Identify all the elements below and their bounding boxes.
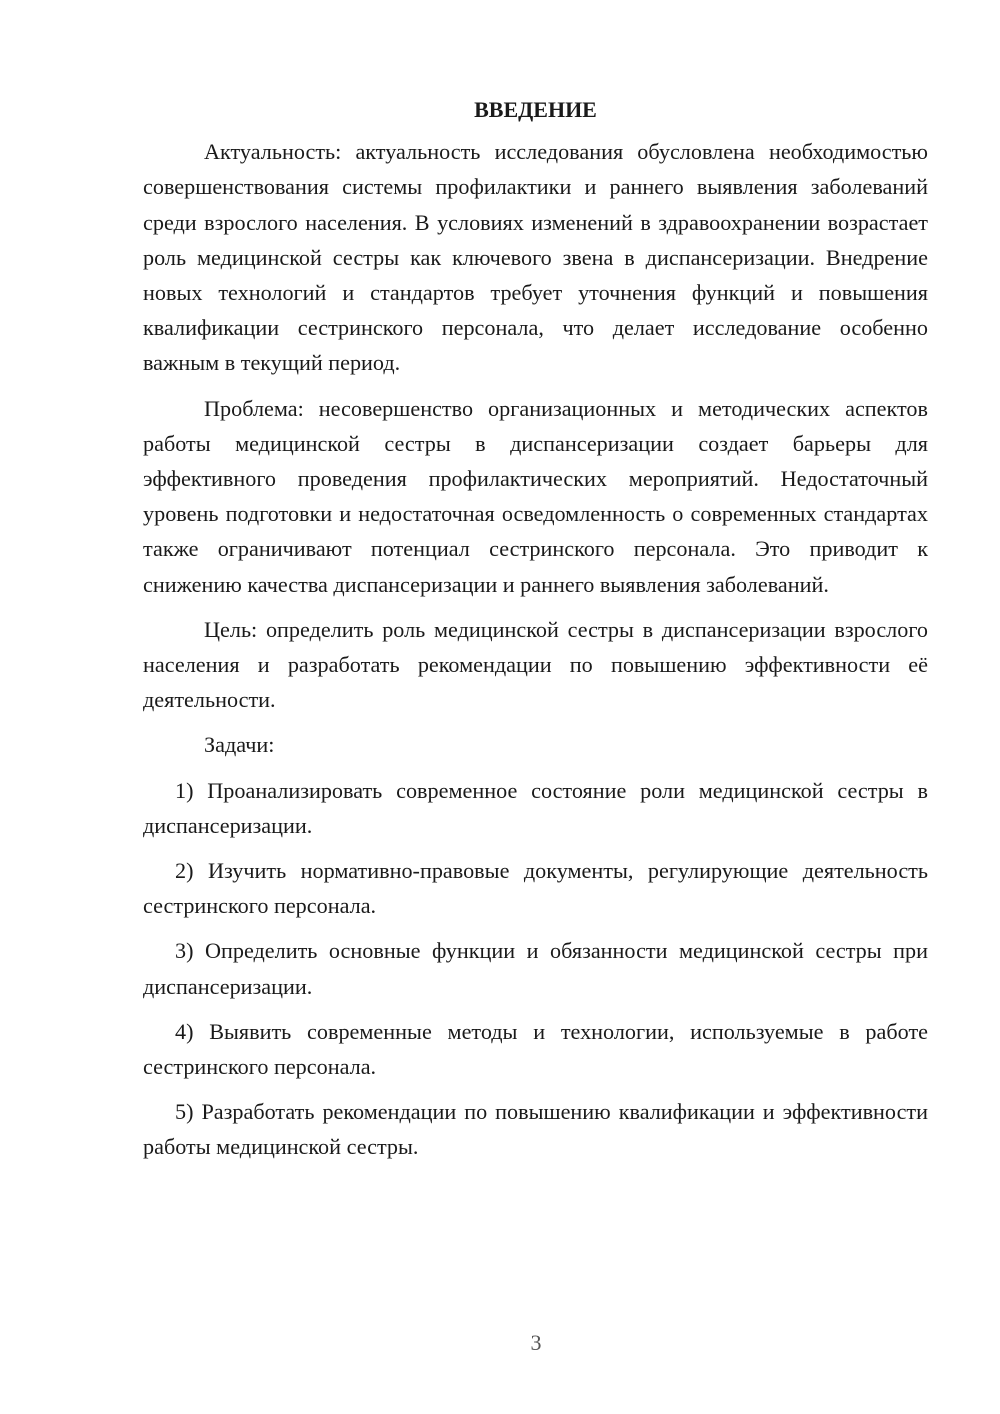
paragraph-relevance: Актуальность: актуальность исследования обусловлена необходимостью совершенствования системы профилактики и раннего выявления заболеваний среди взрослого населения. В условиях изменений в здравоохранении возрастает роль медицинской сестры как ключевого звена в диспансеризации. Внедрение новых технологий и стандартов требует уточнения функций и повышения квалификации сестринского персонала, что делает исследование особенно важным в текущий период. [143,139,928,376]
tasks-label: Задачи: [204,732,275,758]
task-item-5: 5) Разработать рекомендации по повышению квалификации и эффективности работы медицинской сестры. [143,1099,928,1160]
paragraph-goal: Цель: определить роль медицинской сестры в диспансеризации взрослого населения и разработать рекомендации по повышению эффективности её деятельности. [143,616,928,713]
section-heading: ВВЕДЕНИЕ [474,97,597,122]
task-item-1: 1) Проанализировать современное состояние роли медицинской сестры в диспансеризации. [143,777,928,838]
task-item-4: 4) Выявить современные методы и технологии, используемые в работе сестринского персонала. [143,1018,928,1080]
paragraph-problem: Проблема: несовершенство организационных и методических аспектов работы медицинской сестры в диспансеризации создает барьеры для эффективного проведения профилактических мероприятий. Недостаточный уровень подготовки и недостаточная осведомленность о современных стандартах также ограничивают потенциал сестринского персонала. Это приводит к снижению качества диспансеризации и раннего выявления заболеваний. [143,395,928,597]
page-number: 3 [530,1330,542,1355]
task-item-3: 3) Определить основные функции и обязанности медицинской сестры при диспансеризации. [143,938,928,999]
page-content [143,92,928,1175]
task-item-2: 2) Изучить нормативно-правовые документы, регулирующие деятельность сестринского персонала. [143,858,928,919]
